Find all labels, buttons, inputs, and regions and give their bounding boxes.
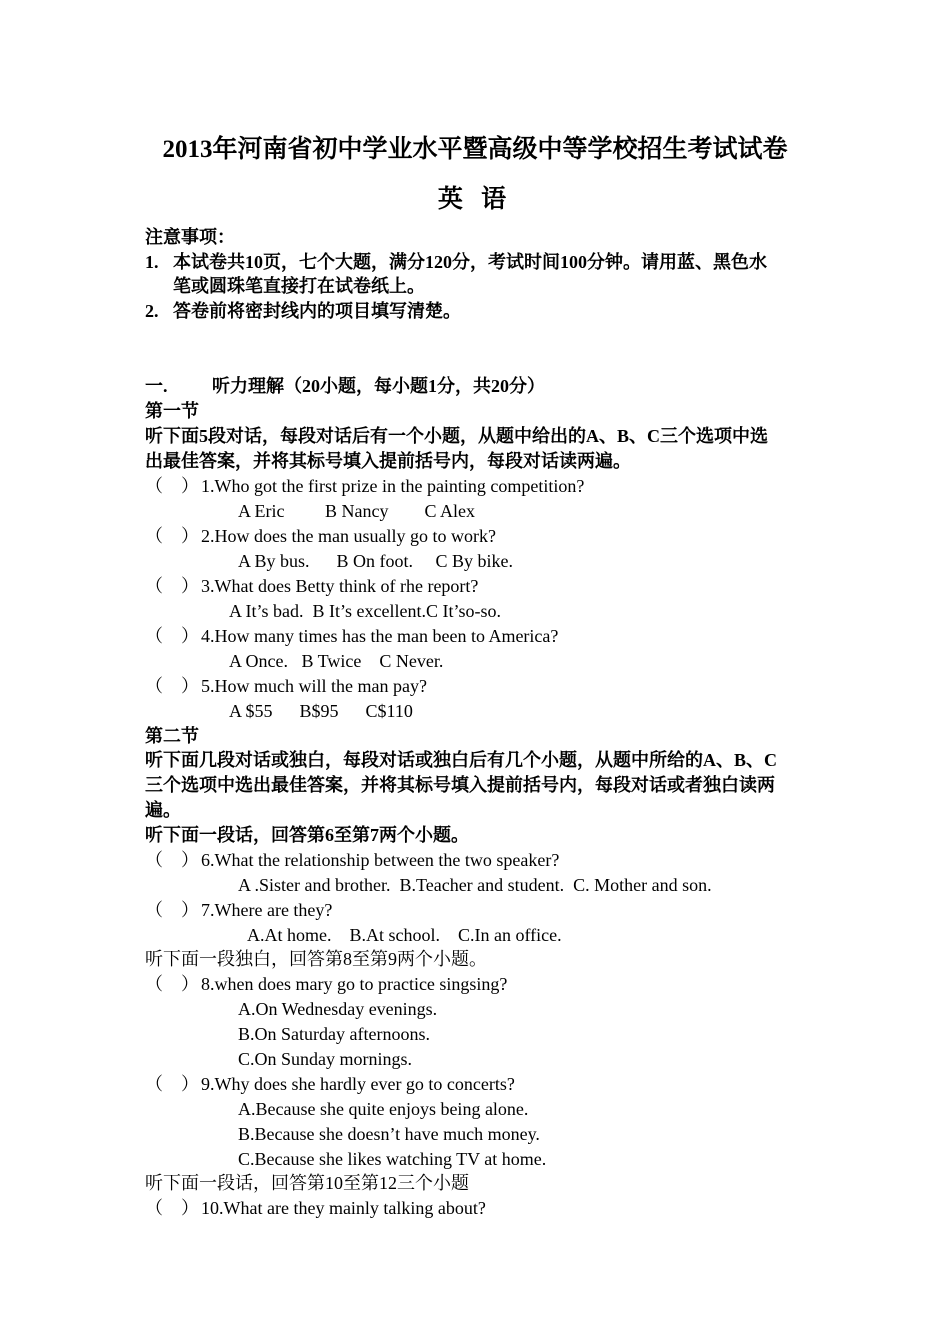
answer-blank[interactable]: （ ） <box>145 974 199 994</box>
answer-blank[interactable]: （ ） <box>145 1198 199 1218</box>
group3-intro: 听下面一段话，回答第10至第12三个小题 <box>145 1173 469 1193</box>
question-6-options: A .Sister and brother. B.Teacher and student. C. Mother and son. <box>238 875 712 895</box>
subject-title: 英 语 <box>437 186 513 213</box>
question-2 <box>145 524 496 548</box>
answer-blank[interactable]: （ ） <box>145 900 199 920</box>
question-7 <box>145 898 332 922</box>
question-3 <box>145 574 478 598</box>
notice-item-text: 答卷前将密封线内的项目填写清楚。 <box>173 301 461 321</box>
question-4 <box>145 624 558 648</box>
question-6 <box>145 848 559 872</box>
group1-intro: 听下面一段话，回答第6至第7两个小题。 <box>145 825 469 845</box>
question-9 <box>145 1072 515 1096</box>
notice-item-number: 1. <box>145 252 159 272</box>
question-text: 5.How much will the man pay? <box>201 676 427 696</box>
question-text: 8.when does mary go to practice singsing? <box>201 974 508 994</box>
question-9-option-b: B.Because she doesn’t have much money. <box>238 1124 540 1144</box>
section1-instruction: 出最佳答案，并将其标号填入提前括号内，每段对话读两遍。 <box>145 451 631 471</box>
answer-blank[interactable]: （ ） <box>145 850 199 870</box>
section2-label: 第二节 <box>145 726 199 746</box>
answer-blank[interactable]: （ ） <box>145 526 199 546</box>
answer-blank[interactable]: （ ） <box>145 626 199 646</box>
notice-item-2 <box>145 299 461 323</box>
section2-instruction: 遍。 <box>145 800 181 820</box>
notice-item-1 <box>145 250 767 274</box>
question-text: 2.How does the man usually go to work? <box>201 526 496 546</box>
question-text: 9.Why does she hardly ever go to concerts? <box>201 1074 515 1094</box>
section1-label: 第一节 <box>145 401 199 421</box>
section2-instruction: 听下面几段对话或独白，每段对话或独白后有几个小题，从题中所给的A、B、C <box>145 750 778 770</box>
answer-blank[interactable]: （ ） <box>145 576 199 596</box>
notice-item-1-cont: 笔或圆珠笔直接打在试卷纸上。 <box>173 276 425 296</box>
question-text: 4.How many times has the man been to America? <box>201 626 559 646</box>
part1-heading <box>145 374 545 398</box>
answer-blank[interactable]: （ ） <box>145 1074 199 1094</box>
question-text: 3.What does Betty think of rhe report? <box>201 576 479 596</box>
part1-number: 一. <box>145 376 168 396</box>
question-9-option-c: C.Because she likes watching TV at home. <box>238 1149 547 1169</box>
question-8-option-b: B.On Saturday afternoons. <box>238 1024 430 1044</box>
section2-instruction: 三个选项中选出最佳答案，并将其标号填入提前括号内，每段对话或者独白读两 <box>145 775 775 795</box>
notice-item-number: 2. <box>145 301 159 321</box>
question-3-options: A It’s bad. B It’s excellent.C It’so-so. <box>229 601 501 621</box>
part1-title: 听力理解（20小题，每小题1分，共20分） <box>212 376 545 396</box>
question-text: 1.Who got the first prize in the painting competition? <box>201 476 585 496</box>
question-text: 10.What are they mainly talking about? <box>201 1198 486 1218</box>
question-10 <box>145 1196 486 1220</box>
question-8-option-a: A.On Wednesday evenings. <box>238 999 438 1019</box>
group2-intro: 听下面一段独白，回答第8至第9两个小题。 <box>145 949 487 969</box>
question-9-option-a: A.Because she quite enjoys being alone. <box>238 1099 529 1119</box>
question-1-options: A Eric B Nancy C Alex <box>238 501 475 521</box>
answer-blank[interactable]: （ ） <box>145 476 199 496</box>
question-8 <box>145 972 507 996</box>
answer-blank[interactable]: （ ） <box>145 676 199 696</box>
question-7-options: A.At home. B.At school. C.In an office. <box>247 925 562 945</box>
notice-item-text: 本试卷共10页，七个大题，满分120分，考试时间100分钟。请用蓝、黑色水 <box>173 252 767 272</box>
question-text: 6.What the relationship between the two speaker? <box>201 850 560 870</box>
question-text: 7.Where are they? <box>201 900 333 920</box>
notice-heading: 注意事项： <box>145 227 235 247</box>
question-8-option-c: C.On Sunday mornings. <box>238 1049 413 1069</box>
exam-title: 2013年河南省初中学业水平暨高级中等学校招生考试试卷 <box>162 136 788 163</box>
section1-instruction: 听下面5段对话，每段对话后有一个小题，从题中给出的A、B、C三个选项中选 <box>145 426 769 446</box>
question-1 <box>145 474 584 498</box>
question-4-options: A Once. B Twice C Never. <box>229 651 444 671</box>
question-2-options: A By bus. B On foot. C By bike. <box>238 551 514 571</box>
question-5-options: A $55 B$95 C$110 <box>229 701 413 721</box>
question-5 <box>145 674 427 698</box>
